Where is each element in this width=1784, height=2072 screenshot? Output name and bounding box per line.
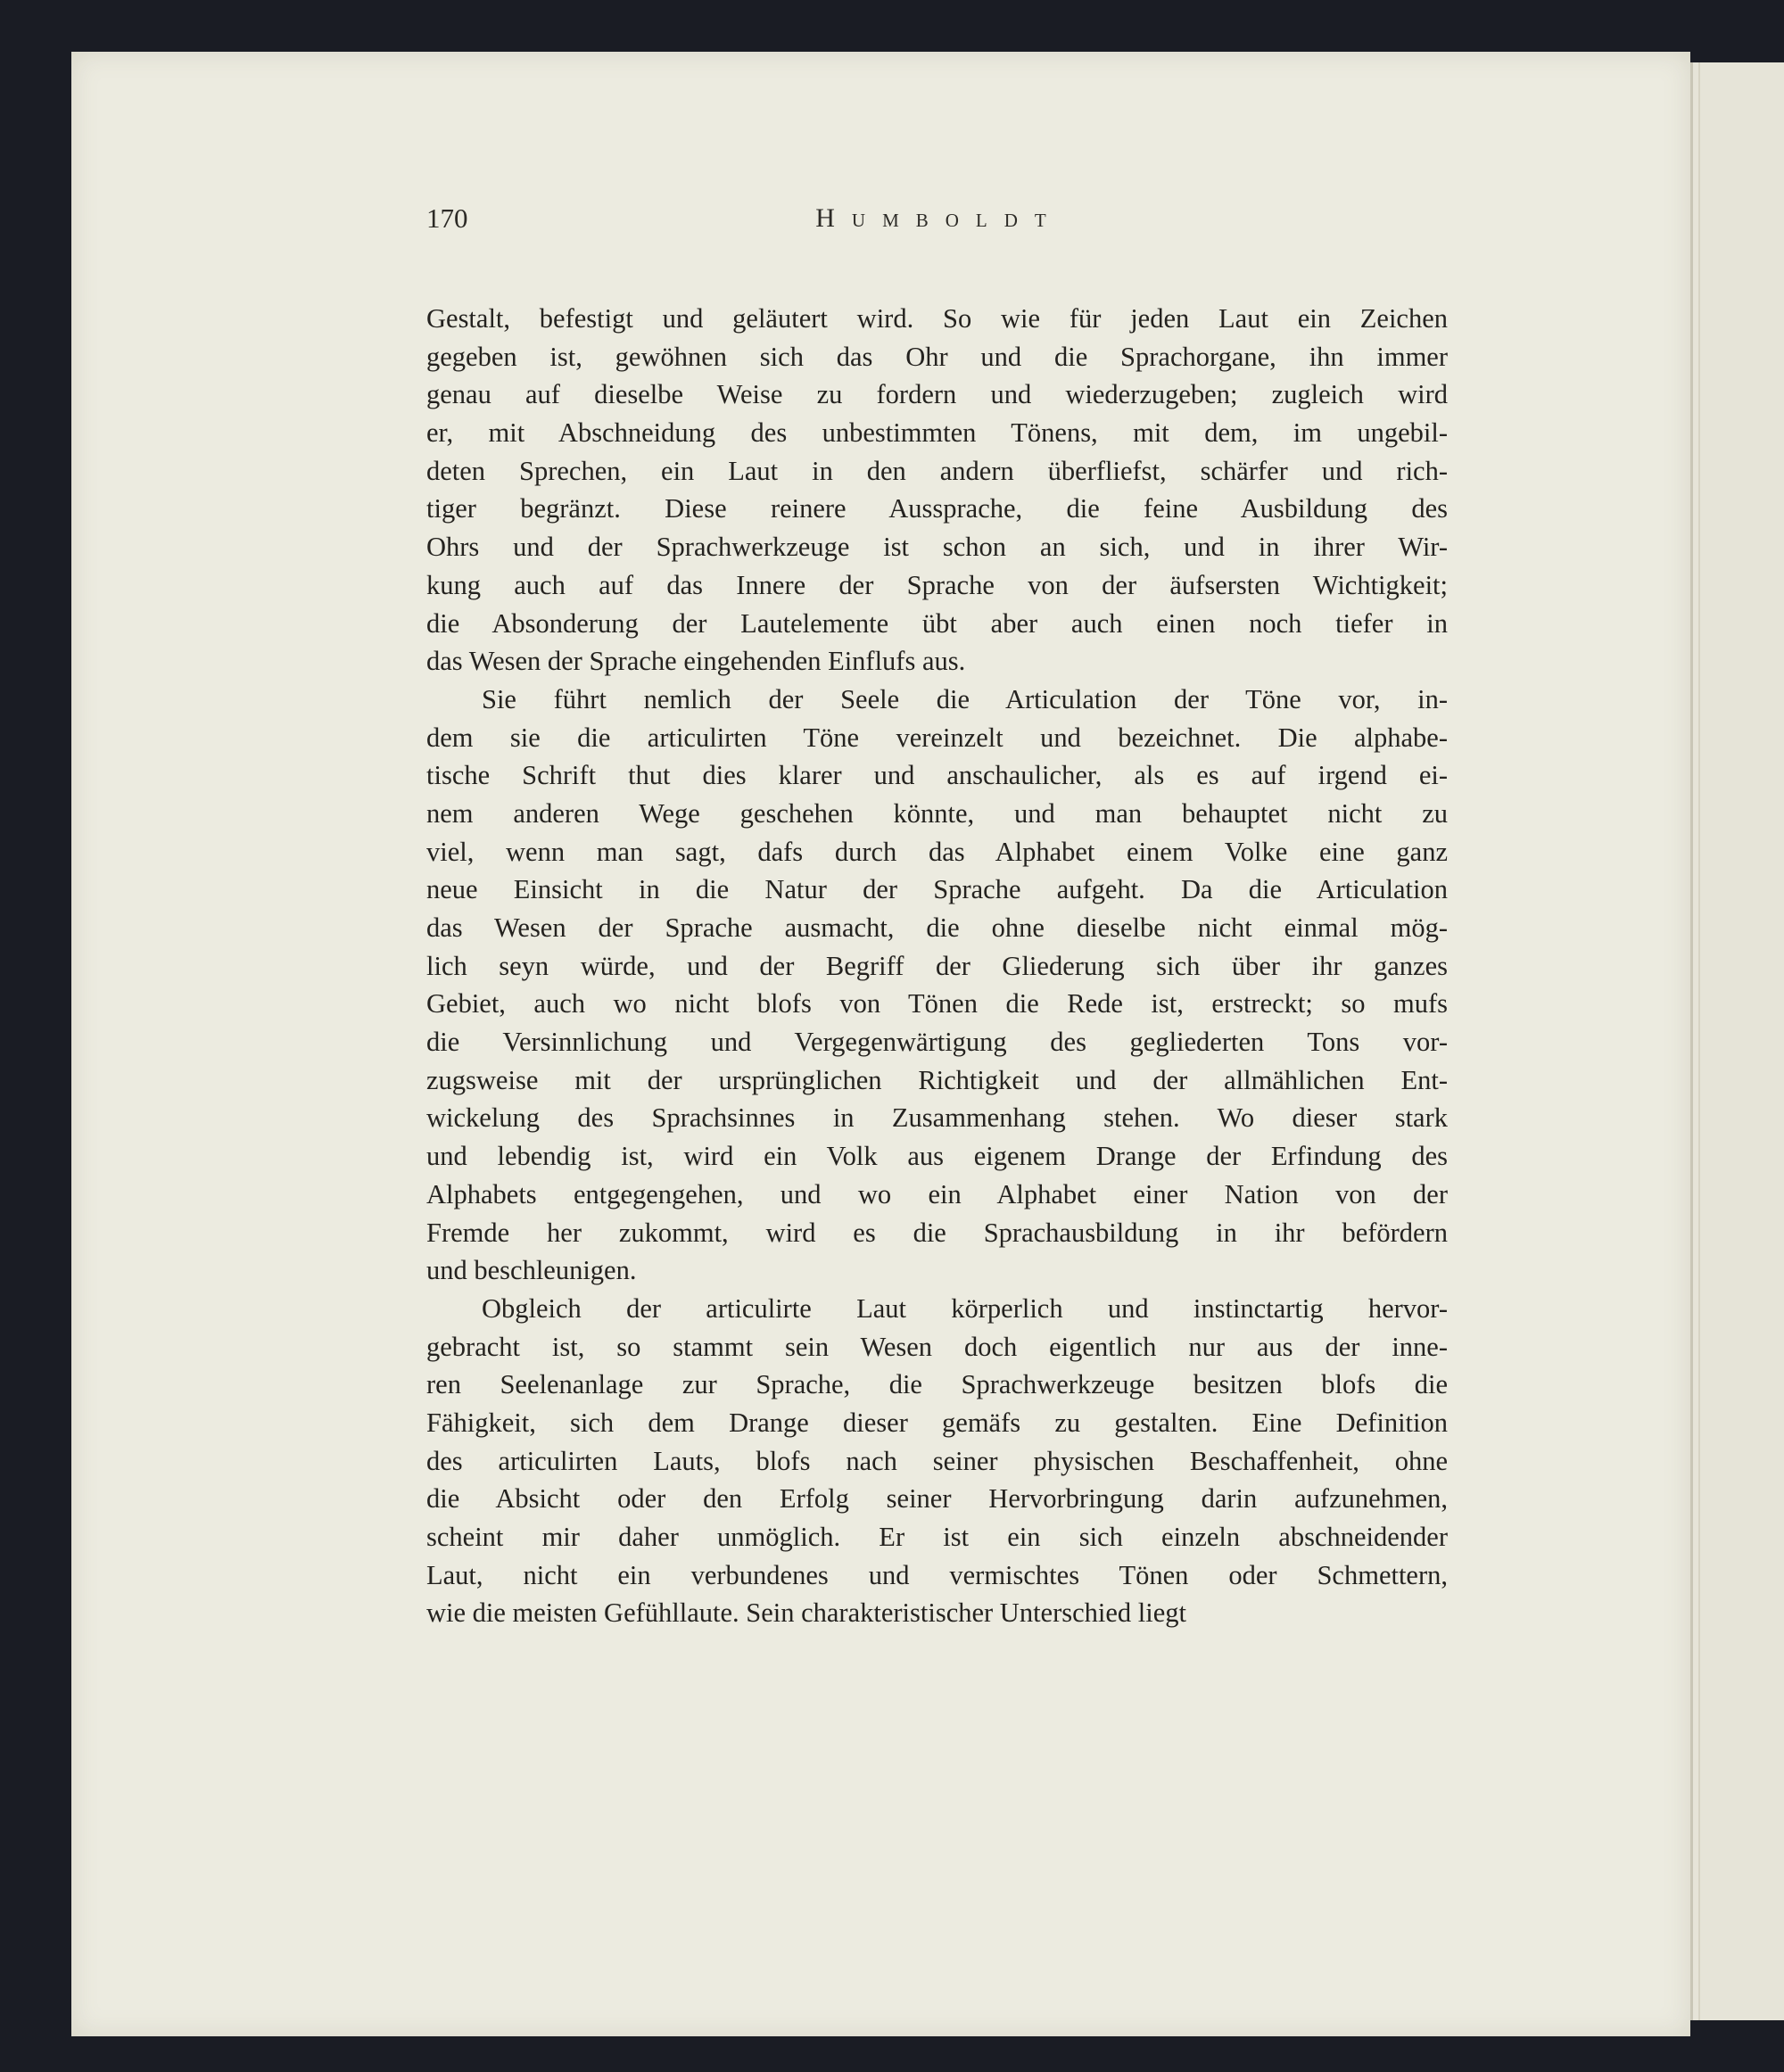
text-line: die Absonderung der Lautelemente übt aber auch einen noch tiefer in: [426, 607, 1448, 639]
text-line: das Wesen der Sprache eingehenden Einflufs aus.: [426, 646, 966, 677]
text-line: die Absicht oder den Erfolg seiner Hervorbringung darin aufzunehmen,: [426, 1483, 1448, 1515]
page-header: [426, 196, 1452, 241]
text-line: neue Einsicht in die Natur der Sprache aufgeht. Da die Articulation: [426, 874, 1448, 905]
text-line: genau auf dieselbe Weise zu fordern und wiederzugeben; zugleich wird: [426, 379, 1448, 410]
text-line: Fremde her zukommt, wird es die Sprachausbildung in ihr befördern: [426, 1217, 1448, 1248]
text-line: lich seyn würde, und der Begriff der Gliederung sich über ihr ganzes: [426, 950, 1448, 981]
page-number: 170: [426, 202, 468, 234]
text-line: kung auch auf das Innere der Sprache von der äufsersten Wichtigkeit;: [426, 569, 1448, 600]
text-line: das Wesen der Sprache ausmacht, die ohne dieselbe nicht einmal mög-: [426, 912, 1448, 943]
text-line: Gestalt, befestigt und geläutert wird. So wie für jeden Laut ein Zeichen: [426, 303, 1448, 334]
text-line: nem anderen Wege geschehen könnte, und man behauptet nicht zu: [426, 797, 1448, 829]
text-line: er, mit Abschneidung des unbestimmten Tönens, mit dem, im ungebil-: [426, 417, 1448, 449]
text-line: viel, wenn man sagt, dafs durch das Alphabet einem Volke eine ganz: [426, 836, 1448, 867]
body-text: [426, 300, 1448, 1632]
text-line: wie die meisten Gefühllaute. Sein charakteristischer Unterschied liegt: [426, 1597, 1187, 1629]
paragraph: [426, 681, 1448, 1290]
text-line: und lebendig ist, wird ein Volk aus eigenem Drange der Erfindung des: [426, 1141, 1448, 1172]
text-line: tische Schrift thut dies klarer und anschaulicher, als es auf irgend ei-: [426, 760, 1448, 791]
text-line: Laut, nicht ein verbundenes und vermischtes Tönen oder Schmettern,: [426, 1559, 1448, 1590]
text-line: Alphabets entgegengehen, und wo ein Alphabet einer Nation von der: [426, 1178, 1448, 1209]
text-line: scheint mir daher unmöglich. Er ist ein sich einzeln abschneidender: [426, 1522, 1448, 1552]
text-line: gegeben ist, gewöhnen sich das Ohr und die Sprachorgane, ihn immer: [426, 341, 1448, 372]
paragraph: [426, 1290, 1448, 1632]
text-line: Obgleich der articulirte Laut körperlich und instinctartig hervor-: [482, 1292, 1448, 1324]
text-line: Gebiet, auch wo nicht blofs von Tönen die Rede ist, erstreckt; so mufs: [426, 988, 1448, 1019]
text-line: Ohrs und der Sprachwerkzeuge ist schon an sich, und in ihrer Wir-: [426, 532, 1448, 563]
text-line: dem sie die articulirten Töne vereinzelt und bezeichnet. Die alphabe-: [426, 722, 1448, 753]
text-line: Sie führt nemlich der Seele die Articulation der Töne vor, in-: [482, 683, 1448, 714]
paragraph: [426, 300, 1448, 681]
text-line: tiger begränzt. Diese reinere Aussprache, die feine Ausbildung des: [426, 493, 1448, 524]
page-edge-line: [1698, 62, 1700, 2020]
text-line: gebracht ist, so stammt sein Wesen doch eigentlich nur aus der inne-: [426, 1331, 1448, 1362]
text-line: ren Seelenanlage zur Sprache, die Sprachwerkzeuge besitzen blofs die: [426, 1369, 1448, 1400]
text-line: Fähigkeit, sich dem Drange dieser gemäfs zu gestalten. Eine Definition: [426, 1407, 1448, 1438]
text-line: des articulirten Lauts, blofs nach seiner physischen Beschaffenheit, ohne: [426, 1445, 1448, 1476]
text-line: und beschleunigen.: [426, 1255, 637, 1286]
running-title: Humboldt: [815, 203, 1063, 233]
text-line: zugsweise mit der ursprünglichen Richtigkeit und der allmählichen Ent-: [426, 1064, 1448, 1095]
text-line: wickelung des Sprachsinnes in Zusammenhang stehen. Wo dieser stark: [426, 1102, 1448, 1134]
text-line: deten Sprechen, ein Laut in den andern überfliefst, schärfer und rich-: [426, 455, 1448, 486]
text-line: die Versinnlichung und Vergegenwärtigung des gegliederten Tons vor-: [426, 1027, 1448, 1058]
adjacent-page-edge: [1690, 62, 1784, 2020]
